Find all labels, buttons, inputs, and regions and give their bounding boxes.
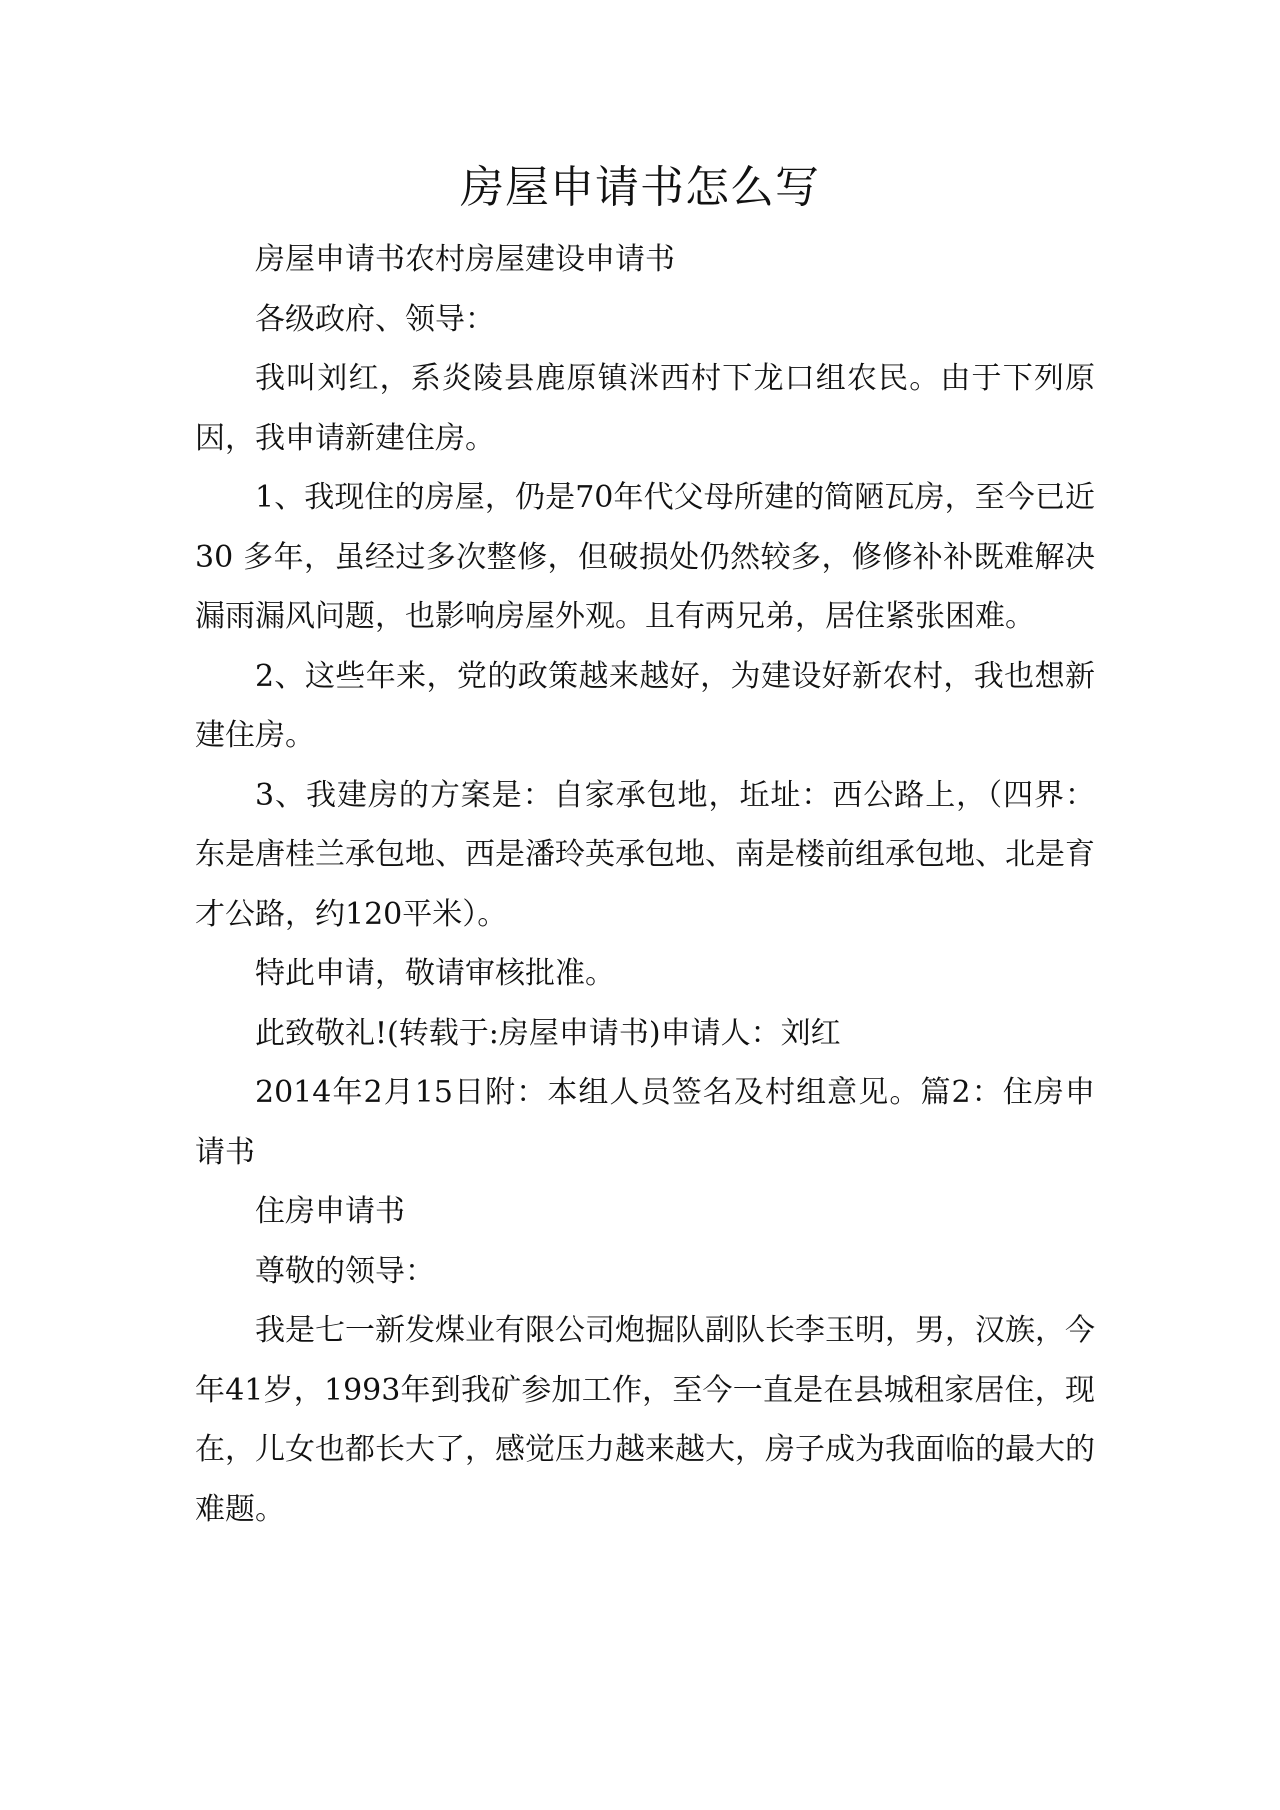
document-title: 房屋申请书怎么写	[460, 162, 820, 213]
paragraph-salutation: 各级政府、领导：	[255, 301, 495, 337]
paragraph-reason-3: 3、我建房的方案是：自家承包地，坵址：西公路上，（四界：东是唐桂兰承包地、西是潘玲英承包地、南是楼前组承包地、北是育才公路，约120平米）。	[195, 777, 1095, 932]
paragraph-request: 特此申请，敬请审核批准。	[255, 956, 615, 991]
paragraph-salutation-2: 尊敬的领导：	[255, 1253, 435, 1289]
paragraph-body-2: 我是七一新发煤业有限公司炮掘队副队长李玉明，男，汉族，今年41岁，1993年到我矿参加工作，至今一直是在县城租家居住，现在，儿女也都长大了，感觉压力越来越大，房子成为我面临的最大的难题。	[195, 1313, 1095, 1527]
paragraph-section-title: 住房申请书	[255, 1194, 405, 1229]
document-body	[195, 230, 1095, 1539]
paragraph-closing: 此致敬礼!(转载于:房屋申请书)申请人：刘红	[255, 1015, 841, 1051]
paragraph-subtitle: 房屋申请书农村房屋建设申请书	[255, 242, 675, 277]
paragraph-reason-2: 2、这些年来，党的政策越来越好，为建设好新农村，我也想新建住房。	[195, 658, 1095, 753]
paragraph-introduction: 我叫刘红，系炎陵县鹿原镇洣西村下龙口组农民。由于下列原因，我申请新建住房。	[195, 361, 1095, 456]
paragraph-date: 2014年2月15日附：本组人员签名及村组意见。篇2：住房申请书	[195, 1075, 1095, 1170]
paragraph-reason-1: 1、我现住的房屋，仍是70年代父母所建的简陋瓦房，至今已近 30 多年，虽经过多次整修，但破损处仍然较多，修修补补既难解决漏雨漏风问题，也影响房屋外观。且有两兄弟，居住紧张困难。	[195, 480, 1095, 634]
